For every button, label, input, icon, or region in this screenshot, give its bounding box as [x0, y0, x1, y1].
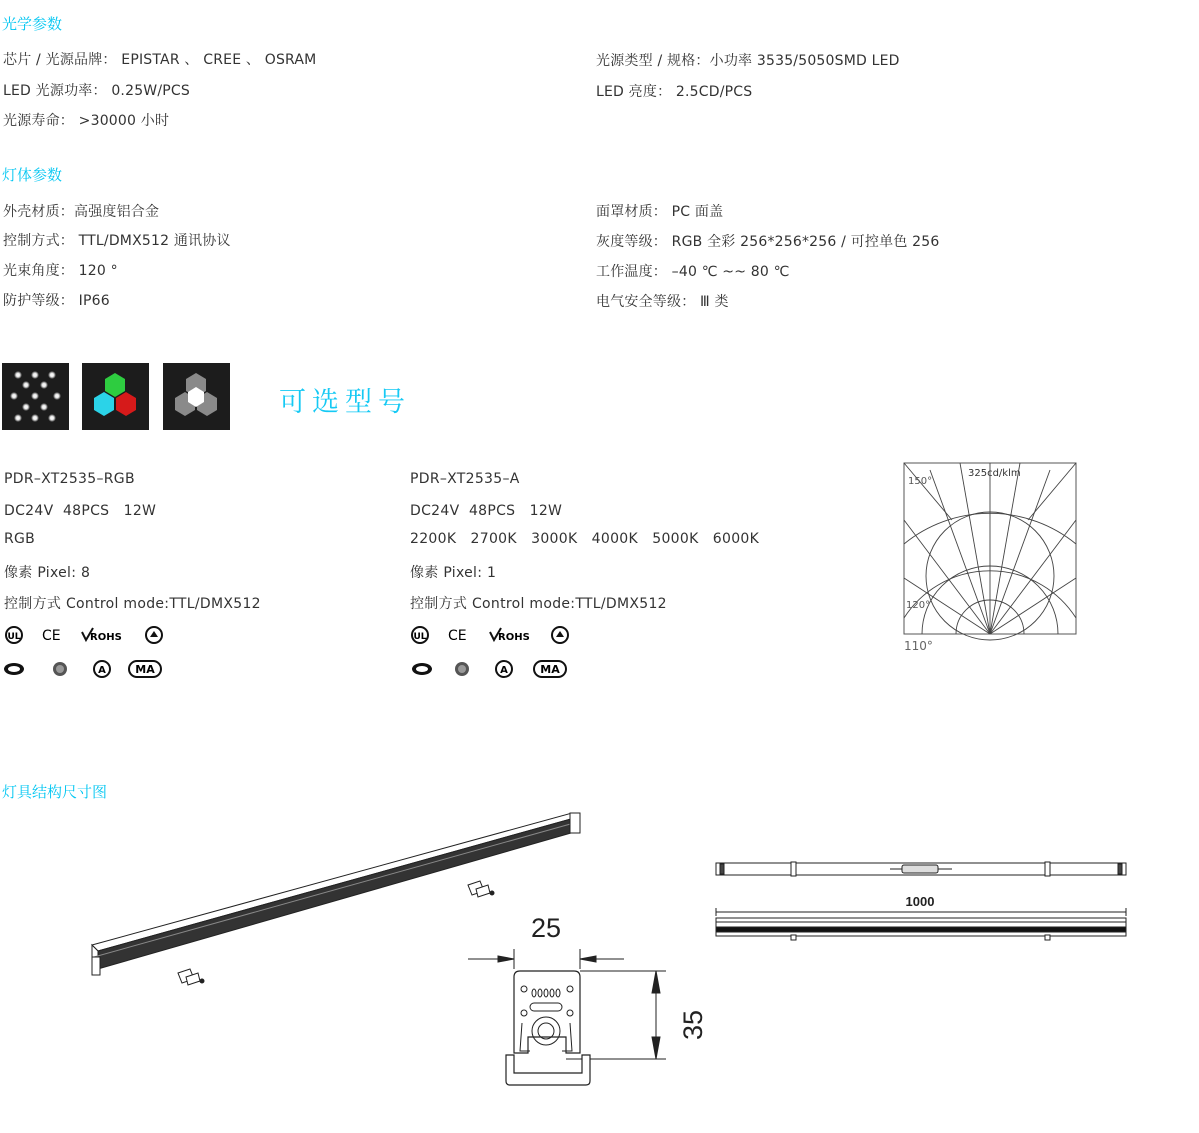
model1-control: 控制方式 Control mode:TTL/DMX512	[4, 596, 261, 612]
ce-icon: CE	[448, 628, 467, 644]
polar-label-150: 150°	[908, 476, 933, 487]
recycle-icon	[552, 627, 568, 643]
iaf-icon	[53, 662, 67, 676]
spec-light-type: 光源类型 / 规格：小功率 3535/5050SMD LED	[596, 53, 900, 69]
iaf-icon	[455, 662, 469, 676]
ac-icon	[496, 661, 512, 677]
polar-label-110: 110°	[904, 639, 933, 653]
section-title-structure: 灯具结构尺寸图	[2, 783, 108, 801]
spec-beam-angle: 光束角度： 120 °	[3, 263, 118, 279]
dim-height-label: 35	[678, 1009, 708, 1040]
model1-power: DC24V 48PCS 12W	[4, 503, 157, 519]
ce-icon: CE	[42, 628, 61, 644]
mounting-clip-icon	[178, 969, 204, 985]
spec-control-mode: 控制方式： TTL/DMX512 通讯协议	[3, 233, 231, 249]
spec-housing-material: 外壳材质：高强度铝合金	[3, 204, 160, 220]
spec-gray-level: 灰度等级： RGB 全彩 256*256*256 / 可控单色 256	[596, 234, 940, 250]
spec-chip-brand: 芯片 / 光源品牌： EPISTAR 、 CREE 、 OSRAM	[3, 52, 317, 68]
dim-width-label: 25	[530, 913, 562, 943]
cnas-icon	[412, 663, 432, 675]
rohs-icon	[82, 628, 122, 643]
ac-icon	[94, 661, 110, 677]
model1-color: RGB	[4, 531, 36, 547]
model2-pixel: 像素 Pixel: 1	[410, 565, 497, 581]
white-dots-tile	[2, 363, 69, 430]
svg-text:A: A	[98, 665, 106, 676]
model2-color-temps: 2200K 2700K 3000K 4000K 5000K 6000K	[410, 531, 760, 547]
spec-lifetime: 光源寿命： >30000 小时	[3, 113, 170, 129]
svg-text:UL: UL	[7, 632, 21, 642]
mounting-clip-icon	[468, 881, 494, 897]
polar-label-intensity: 325cd/klm	[968, 468, 1021, 479]
certifications-group-1	[4, 625, 174, 685]
spec-led-power: LED 光源功率： 0.25W/PCS	[3, 83, 190, 99]
model1-name: PDR–XT2535–RGB	[4, 471, 135, 487]
model2-name: PDR–XT2535–A	[410, 471, 520, 487]
rgb-color-tile	[82, 363, 149, 430]
side-top-view-drawing	[712, 855, 1132, 945]
spec-working-temp: 工作温度： –40 ℃ ~~ 80 ℃	[596, 264, 790, 280]
spec-led-brightness: LED 亮度： 2.5CD/PCS	[596, 84, 753, 100]
spec-cover-material: 面罩材质： PC 面盖	[596, 204, 724, 220]
ul-icon	[412, 627, 428, 643]
polar-distribution-diagram	[900, 460, 1080, 656]
models-title: 可选型号	[279, 387, 411, 418]
ma-icon	[534, 661, 566, 677]
svg-text:ROHS: ROHS	[90, 632, 122, 643]
cnas-icon	[4, 663, 24, 675]
model1-pixel: 像素 Pixel: 8	[4, 565, 91, 581]
model2-power: DC24V 48PCS 12W	[410, 503, 563, 519]
polar-label-120: 120°	[906, 600, 931, 611]
svg-text:MA: MA	[540, 663, 560, 676]
svg-text:MA: MA	[135, 663, 155, 676]
spec-ip-rating: 防护等级： IP66	[3, 293, 110, 309]
spec-electrical-class: 电气安全等级： Ⅲ 类	[596, 294, 729, 310]
monochrome-tile	[163, 363, 230, 430]
svg-text:UL: UL	[413, 632, 427, 642]
cross-section-drawing	[462, 905, 722, 1095]
svg-text:ROHS: ROHS	[498, 632, 530, 643]
dim-length-label: 1000	[905, 894, 935, 909]
rohs-icon	[490, 628, 530, 643]
model2-control: 控制方式 Control mode:TTL/DMX512	[410, 596, 667, 612]
section-title-optical: 光学参数	[2, 15, 63, 33]
recycle-icon	[146, 627, 162, 643]
certifications-group-2	[410, 625, 580, 685]
svg-text:A: A	[500, 665, 508, 676]
ma-icon	[129, 661, 161, 677]
ul-icon	[6, 627, 22, 643]
section-title-body: 灯体参数	[2, 166, 63, 184]
